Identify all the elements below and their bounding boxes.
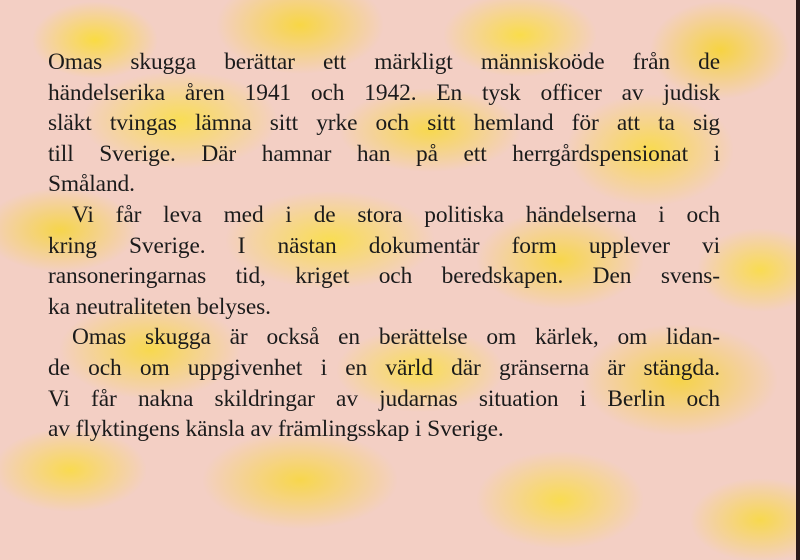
text-line: Omas skugga är också en berättelse om kärlek, om lidan- [72, 324, 720, 351]
text-line: kring Sverige. I nästan dokumentär form upplever vi [48, 232, 720, 259]
text-line: Vi får nakna skildringar av judarnas situation i Berlin och [48, 385, 720, 412]
text-line: Omas skugga berättar ett märkligt människoöde från de [48, 49, 720, 75]
paragraph-1 [48, 47, 720, 200]
text-line: släkt tvingas lämna sitt yrke och sitt hemland för att ta sig [48, 110, 720, 137]
text-line: de och om uppgivenhet i en värld där gränserna är stängda. [48, 354, 720, 381]
paragraph-3 [48, 322, 720, 444]
text-line: Småland. [48, 171, 135, 198]
text-line: Vi får leva med i de stora politiska händelserna i och [72, 201, 720, 228]
text-line: av flyktingens känsla av främlingsskap i Sverige. [48, 416, 504, 443]
cover-edge [796, 0, 800, 560]
paragraph-2 [48, 200, 720, 322]
blurb-text [48, 47, 720, 445]
text-line: ransoneringarnas tid, kriget och beredskapen. Den svens- [48, 263, 720, 290]
text-line: ka neutraliteten belyses. [48, 293, 271, 320]
text-line: händelserika åren 1941 och 1942. En tysk officer av judisk [48, 79, 720, 106]
text-line: till Sverige. Där hamnar han på ett herrgårdspensionat i [48, 140, 720, 167]
